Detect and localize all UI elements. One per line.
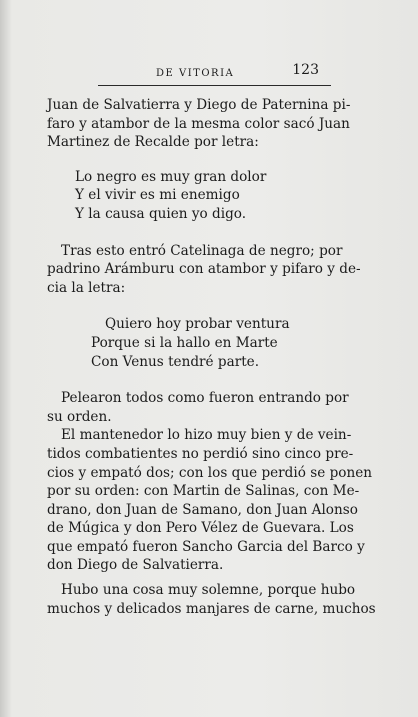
text-line: padrino Arámburu con atambor y pifaro y de-	[47, 261, 361, 278]
text-line: faro y atambor de la mesma color sacó Juan	[47, 115, 350, 132]
paragraph-2	[47, 242, 361, 298]
verse-line: Lo negro es muy gran dolor	[75, 168, 267, 185]
verse-2	[47, 315, 337, 371]
verse-line: Quiero hoy probar ventura	[105, 316, 290, 333]
text-line: cios y empató dos; con los que perdió se ponen	[47, 464, 373, 481]
verse-line: Porque si la hallo en Marte	[91, 334, 278, 351]
paragraph-4	[47, 426, 373, 575]
text-line: muchos y delicados manjares de carne, muchos	[47, 600, 376, 617]
running-head: DE VITORIA	[156, 68, 235, 79]
paragraph-1	[47, 96, 351, 152]
text-line: que empató fueron Sancho Garcia del Barco y	[47, 538, 365, 555]
header-rule	[98, 85, 331, 86]
text-line: por su orden: con Martin de Salinas, con Me-	[47, 483, 360, 500]
paragraph-5	[47, 581, 376, 618]
page-body	[47, 96, 376, 618]
text-line: cia la letra:	[47, 279, 126, 296]
text-line: de Múgica y don Pero Vélez de Guevara. Los	[47, 520, 354, 537]
text-line: drano, don Juan de Samano, don Juan Alonso	[47, 501, 358, 518]
text-line: Martinez de Recalde por letra:	[47, 134, 259, 151]
verse-line: Y el vivir es mi enemigo	[75, 187, 240, 204]
text-line: Tras esto entró Catelinaga de negro; por	[61, 242, 343, 259]
text-line: don Diego de Salvatierra.	[47, 557, 224, 574]
text-line: su orden.	[47, 408, 112, 425]
text-line: Hubo una cosa muy solemne, porque hubo	[61, 582, 356, 599]
page-header	[48, 60, 335, 82]
text-line: Juan de Salvatierra y Diego de Paternina pi-	[47, 97, 351, 113]
text-line: Pelearon todos como fueron entrando por	[61, 390, 349, 407]
verse-1	[47, 168, 337, 224]
verse-line: Con Venus tendré parte.	[91, 353, 260, 370]
text-line: El mantenedor lo hizo muy bien y de vein-	[61, 427, 352, 444]
page-number: 123	[292, 62, 319, 78]
text-line: tidos combatientes no perdió sino cinco pre-	[47, 445, 354, 462]
paragraph-3	[47, 389, 349, 426]
verse-line: Y la causa quien yo digo.	[75, 205, 247, 222]
